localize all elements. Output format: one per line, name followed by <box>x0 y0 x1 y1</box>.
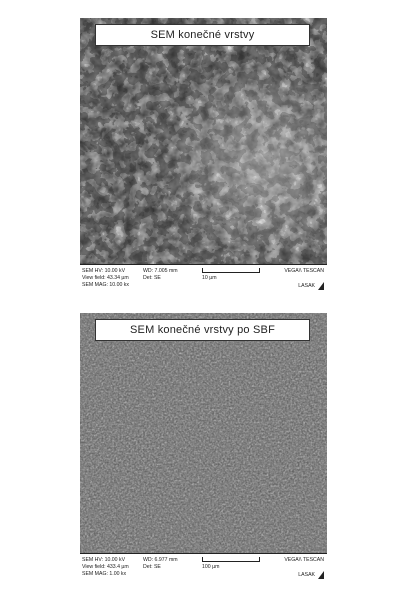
microscope-brand: VEGA\\ TESCAN <box>284 557 324 563</box>
scale-bar <box>202 268 260 282</box>
detector-readout: Det: SE <box>143 564 161 570</box>
working-distance-readout: WD: 6.977 mm <box>143 557 178 563</box>
working-distance-readout: WD: 7.005 mm <box>143 268 178 274</box>
magnification-readout: SEM MAG: 10.00 kx <box>82 282 129 288</box>
micrograph-texture-bottom <box>80 313 327 553</box>
hv-readout: SEM HV: 10.00 kV <box>82 557 126 563</box>
sem-panel-top <box>80 18 327 300</box>
magnification-readout: SEM MAG: 1.00 kx <box>82 571 127 577</box>
micrograph-texture-top <box>80 18 327 264</box>
lab-logo-icon <box>318 282 324 290</box>
view-field-readout: View field: 433.4 µm <box>82 564 129 570</box>
scale-label: 100 µm <box>202 564 220 570</box>
scale-label: 10 µm <box>202 275 217 281</box>
microscope-brand: VEGA\\ TESCAN <box>284 268 324 274</box>
hv-readout: SEM HV: 10.00 kV <box>82 268 126 274</box>
scale-bar <box>202 557 260 571</box>
sem-micrograph-bottom <box>80 313 327 553</box>
sem-panel-bottom <box>80 313 327 586</box>
lab-name: LASAK <box>298 572 315 578</box>
panel-title: SEM konečné vrstvy po SBF <box>95 319 310 341</box>
panel-title: SEM konečné vrstvy <box>95 24 310 46</box>
sem-micrograph-top <box>80 18 327 264</box>
sem-info-bar <box>80 264 327 298</box>
view-field-readout: View field: 43.34 µm <box>82 275 129 281</box>
lab-name: LASAK <box>298 283 315 289</box>
lab-logo-icon <box>318 571 324 579</box>
detector-readout: Det: SE <box>143 275 161 281</box>
sem-info-bar <box>80 553 327 587</box>
